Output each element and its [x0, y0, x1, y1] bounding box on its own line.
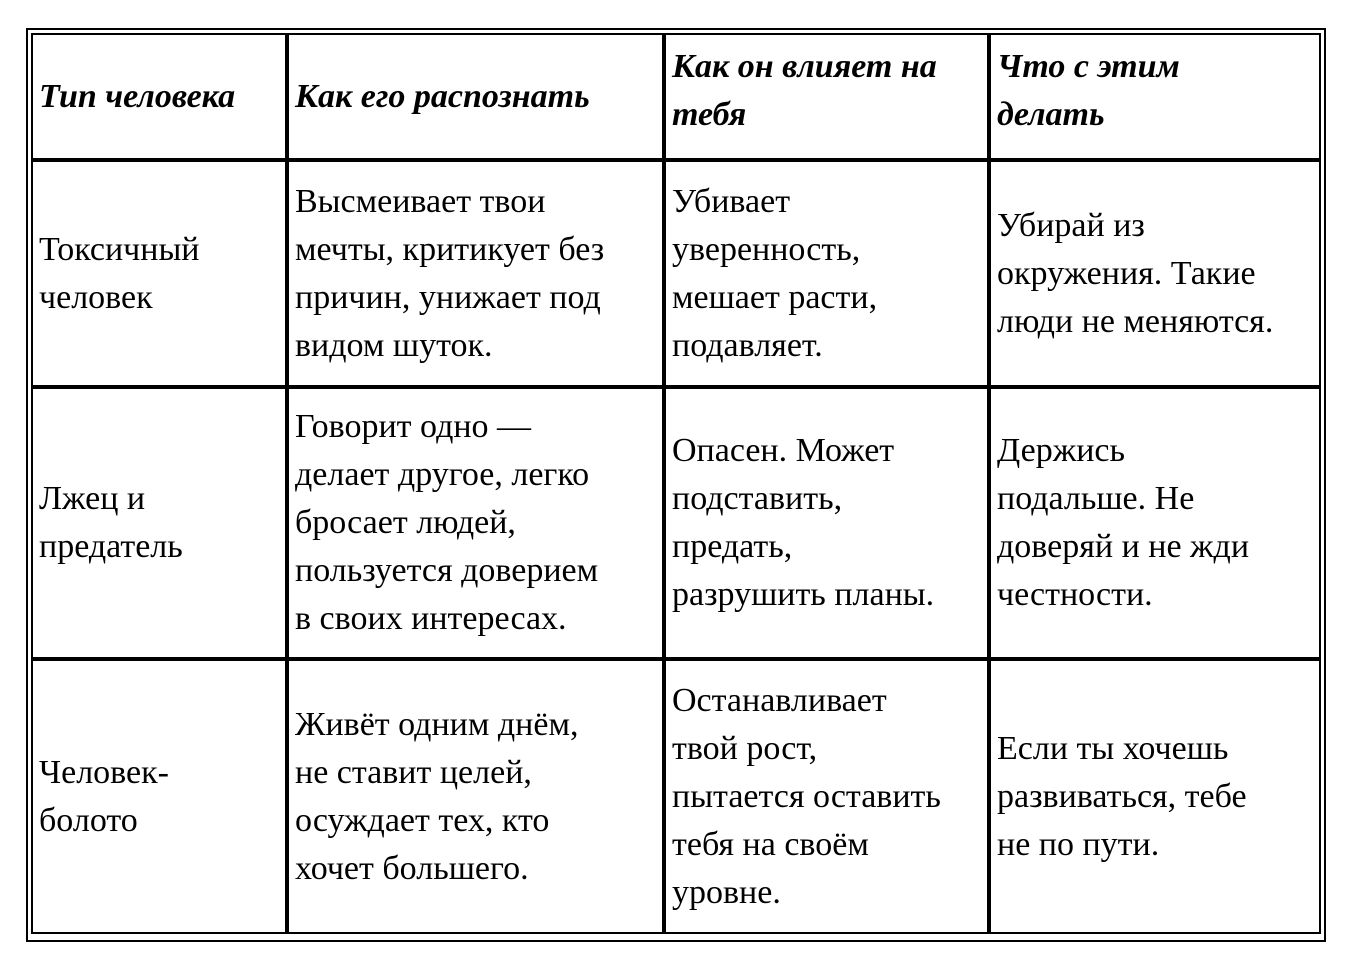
header-cell-type: [31, 33, 287, 160]
row-2-type-cell: [31, 387, 287, 659]
row-3-influence-cell: [664, 659, 989, 934]
comparison-table: [26, 28, 1326, 942]
row-3-action-cell: [989, 659, 1321, 934]
row-1-action-text: Убирай из окружения. Такие люди не меняются.: [997, 206, 1274, 340]
header-influence-text: Как он влияет на тебя: [672, 48, 937, 133]
header-recognize-text: Как его распознать: [295, 77, 590, 115]
row-2-recognize-text: Говорит одно — делает другое, легко бросает людей, пользуется доверием в своих интересах.: [295, 408, 599, 637]
header-cell-action: [989, 33, 1321, 160]
header-cell-influence: [664, 33, 989, 160]
row-2-influence-cell: [664, 387, 989, 659]
row-1-type-cell: [31, 160, 287, 387]
row-2-action-cell: [989, 387, 1321, 659]
header-type-text: Тип человека: [39, 77, 236, 115]
row-1-action-cell: [989, 160, 1321, 387]
header-cell-recognize: [287, 33, 664, 160]
row-3-action-text: Если ты хочешь развиваться, тебе не по пути.: [997, 729, 1247, 863]
row-2-action-text: Держись подальше. Не доверяй и не жди честности.: [997, 432, 1250, 613]
row-3-type-text: Человек- болото: [39, 753, 169, 839]
header-action-text: Что с этим делать: [997, 48, 1180, 133]
row-2-type-text: Лжец и предатель: [39, 480, 183, 565]
row-2-recognize-cell: [287, 387, 664, 659]
row-1-influence-text: Убивает уверенность, мешает расти, подавляет.: [672, 182, 878, 364]
row-1-influence-cell: [664, 160, 989, 387]
row-1-type-text: Токсичный человек: [39, 230, 200, 316]
row-1-recognize-text: Высмеивает твои мечты, критикует без причин, унижает под видом шуток.: [295, 182, 605, 364]
row-1-recognize-cell: [287, 160, 664, 387]
row-3-recognize-cell: [287, 659, 664, 934]
row-3-recognize-text: Живёт одним днём, не ставит целей, осуждает тех, кто хочет большего.: [295, 705, 579, 887]
row-2-influence-text: Опасен. Может подставить, предать, разрушить планы.: [672, 432, 935, 613]
row-3-type-cell: [31, 659, 287, 934]
row-3-influence-text: Останавливает твой рост, пытается оставить тебя на своём уровне.: [672, 681, 941, 911]
